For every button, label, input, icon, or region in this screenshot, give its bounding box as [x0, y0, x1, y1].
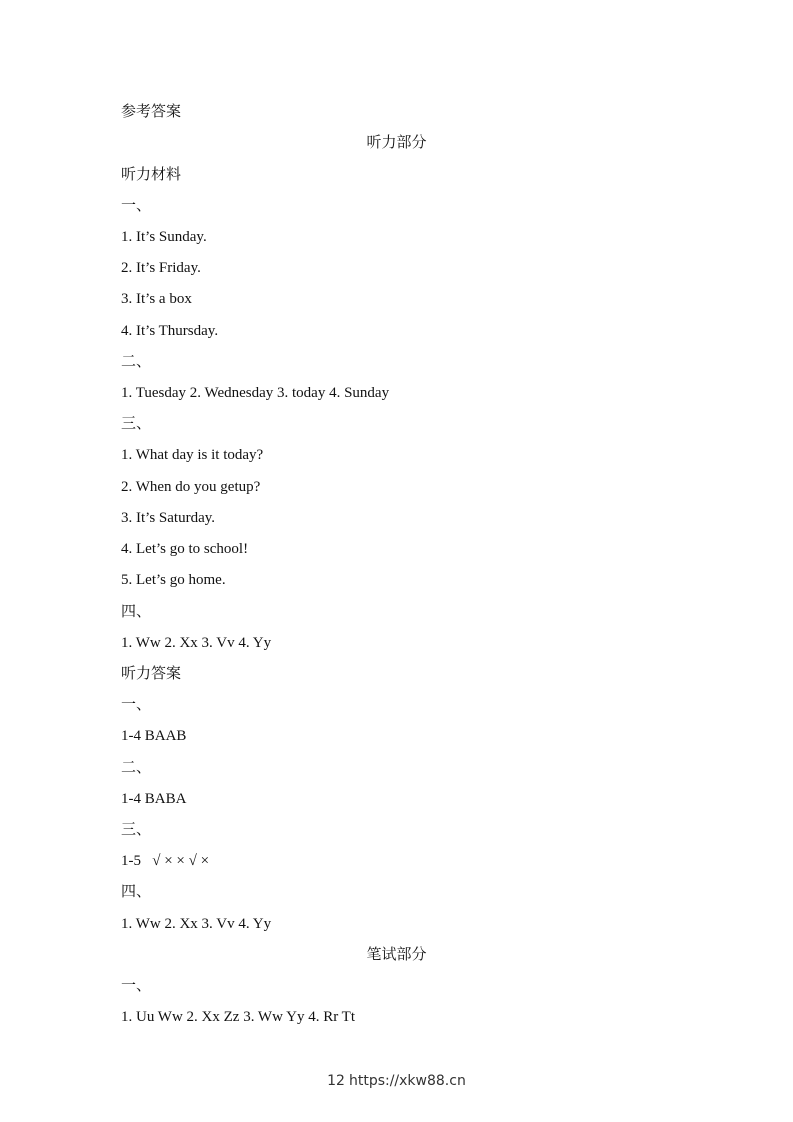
answers-section-4-label: 四、 [121, 884, 152, 900]
materials-section-3-item: 4. Let’s go to school! [121, 541, 249, 557]
materials-section-3-item: 2. When do you getup? [121, 479, 261, 495]
written-section-1-line: 1. Uu Ww 2. Xx Zz 3. Ww Yy 4. Rr Tt [121, 1009, 356, 1025]
materials-section-3-item: 3. It’s Saturday. [121, 510, 216, 526]
materials-section-2-line: 1. Tuesday 2. Wednesday 3. today 4. Sunday [121, 385, 390, 401]
footer-site-link[interactable]: https://xkw88.cn [348, 1073, 466, 1089]
materials-section-1-item: 2. It’s Friday. [121, 260, 201, 276]
document-title: 参考答案 [121, 104, 182, 120]
materials-section-3-item: 1. What day is it today? [121, 447, 264, 463]
answers-section-1-label: 一、 [121, 697, 152, 713]
answers-section-2-label: 二、 [121, 760, 152, 776]
materials-section-4-line: 1. Ww 2. Xx 3. Vv 4. Yy [121, 635, 272, 651]
listening-answers-label: 听力答案 [121, 666, 182, 682]
answers-section-2-line: 1-4 BABA [121, 791, 187, 807]
answers-section-3-line: 1-5 √ × × √ × [121, 853, 210, 869]
written-heading: 笔试部分 [366, 947, 427, 963]
page-footer [0, 1072, 793, 1090]
materials-section-1-item: 4. It’s Thursday. [121, 323, 219, 339]
materials-section-2-label: 二、 [121, 354, 152, 370]
materials-section-1-item: 3. It’s a box [121, 291, 192, 307]
materials-section-1-item: 1. It’s Sunday. [121, 229, 207, 245]
listening-heading: 听力部分 [366, 135, 427, 151]
materials-section-1-label: 一、 [121, 198, 152, 214]
listening-materials-label: 听力材料 [121, 167, 182, 183]
written-section-1-label: 一、 [121, 978, 152, 994]
materials-section-4-label: 四、 [121, 604, 152, 620]
answers-section-3-label: 三、 [121, 822, 152, 838]
materials-section-3-label: 三、 [121, 416, 152, 432]
materials-section-3-item: 5. Let’s go home. [121, 572, 226, 588]
answers-section-1-line: 1-4 BAAB [121, 728, 187, 744]
page-number: 12 [327, 1073, 345, 1089]
answers-section-4-line: 1. Ww 2. Xx 3. Vv 4. Yy [121, 916, 272, 932]
